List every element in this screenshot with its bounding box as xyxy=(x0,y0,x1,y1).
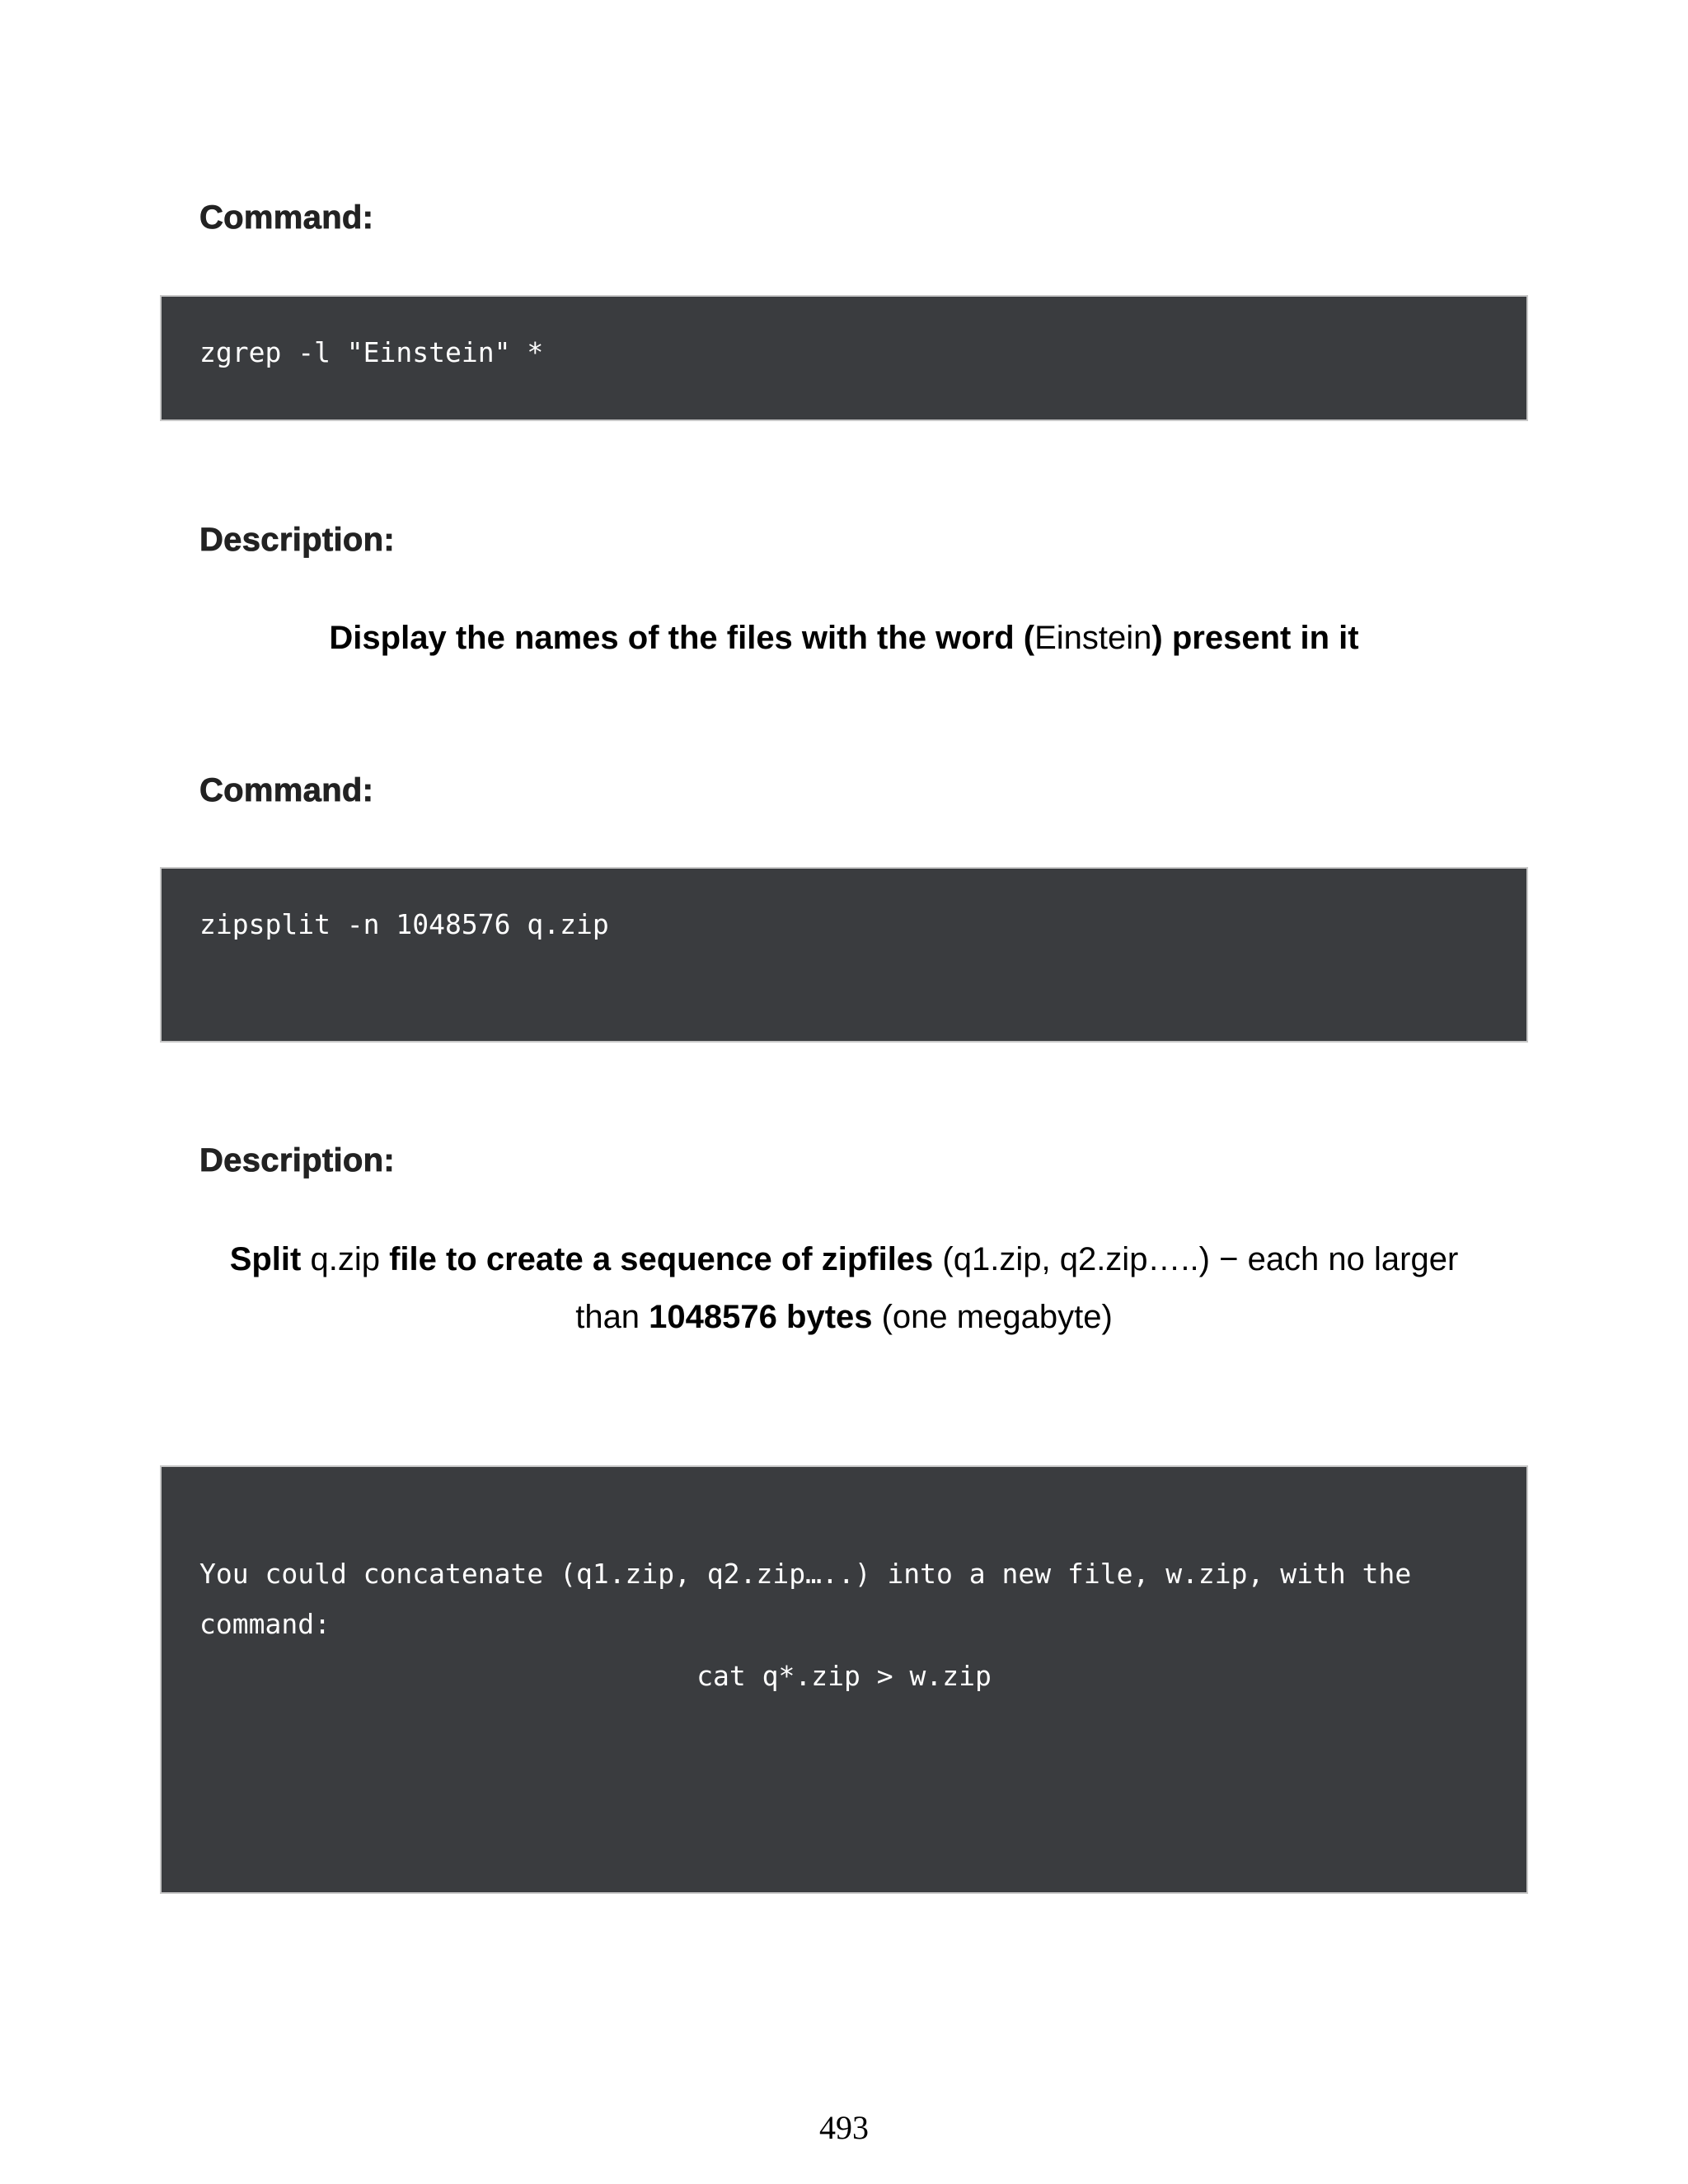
note-text-line: You could concatenate (q1.zip, q2.zip…..) into a new file, w.zip, with the xyxy=(199,1558,1412,1590)
description-heading: Description: xyxy=(199,522,395,558)
note-command: cat q*.zip > w.zip xyxy=(696,1660,992,1692)
command-text: zgrep -l "Einstein" * xyxy=(199,336,544,368)
description-plain-part: q.zip xyxy=(301,1241,390,1277)
description-bold-part: ) present in it xyxy=(1151,620,1359,656)
description-keyword: Einstein xyxy=(1034,620,1152,656)
command-text: zipsplit -n 1048576 q.zip xyxy=(199,908,609,940)
description-plain-part: than xyxy=(575,1299,649,1335)
code-block xyxy=(160,867,1528,1043)
description-text xyxy=(160,1230,1528,1346)
code-block xyxy=(160,295,1528,421)
description-heading: Description: xyxy=(199,1142,395,1179)
description-bold-part: Split xyxy=(229,1241,302,1277)
description-text xyxy=(160,609,1528,667)
page-number: 493 xyxy=(819,2109,869,2146)
description-bold-part: Display the names of the files with the word ( xyxy=(329,620,1035,656)
command-heading: Command: xyxy=(199,772,374,808)
note-block xyxy=(160,1465,1528,1894)
description-bold-part: file to create a sequence of zipfiles xyxy=(389,1241,934,1277)
command-heading: Command: xyxy=(199,199,374,236)
description-bold-part: 1048576 bytes xyxy=(649,1299,873,1335)
description-plain-part: (q1.zip, q2.zip…..) − each no larger xyxy=(933,1241,1459,1277)
description-plain-part: (one megabyte) xyxy=(872,1299,1113,1335)
note-text-line: command: xyxy=(199,1608,331,1640)
